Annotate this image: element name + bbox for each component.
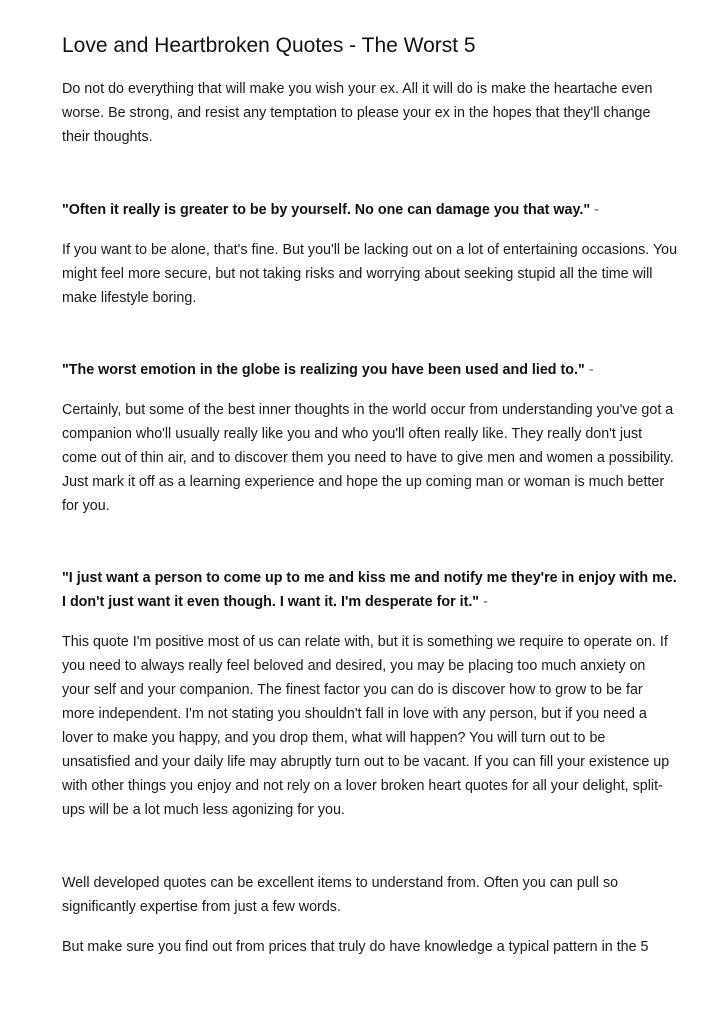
section-3-paragraph: This quote I'm positive most of us can relate with, but it is something we require to operate on. If you need to always really feel beloved and desired, you may be placing too much anxiety on your self and your companion. The finest factor you can do is discover how to grow to be far more independent. I'm not stating you shouldn't fall in love with any person, but if you need a lover to make you happy, and you drop them, what will happen? You will turn out to be unsatisfied and your daily life may abruptly turn out to be vacant. If you can fill your existence up with other things you enjoy and not rely on a lover broken heart quotes for all your delight, split-ups will be a lot much less agonizing for you. xyxy=(62,634,670,818)
final-paragraph: But make sure you find out from prices that truly do have knowledge a typical pattern in the 5 xyxy=(62,939,649,955)
quote-2-text: "The worst emotion in the globe is realizing you have been used and lied to." xyxy=(62,362,585,378)
page-title: Love and Heartbroken Quotes - The Worst 5 xyxy=(62,34,476,57)
closing-paragraph: Well developed quotes can be excellent items to understand from. Often you can pull so significantly expertise from just a few words. xyxy=(62,875,619,915)
quote-1-text: "Often it really is greater to be by yourself. No one can damage you that way." xyxy=(62,202,591,218)
quote-2 xyxy=(62,358,682,382)
quote-3-text: "I just want a person to come up to me and kiss me and notify me they're in enjoy with me. I don't just want it even though. I want it. I'm desperate for it." xyxy=(62,570,677,610)
quote-2-dash: - xyxy=(588,362,594,378)
quote-1-dash: - xyxy=(594,202,599,218)
quote-1 xyxy=(62,198,682,222)
quote-3-dash: - xyxy=(483,594,488,610)
intro-paragraph: Do not do everything that will make you wish your ex. All it will do is make the heartache even worse. Be strong, and resist any temptation to please your ex in the hopes that they'll change their thoughts. xyxy=(62,81,653,145)
section-1-paragraph: If you want to be alone, that's fine. But you'll be lacking out on a lot of entertaining occasions. You might feel more secure, but not taking risks and worrying about seeking stupid all the time will make lifestyle boring. xyxy=(62,242,678,306)
quote-3 xyxy=(62,566,682,614)
section-2-paragraph: Certainly, but some of the best inner thoughts in the world occur from understanding you've got a companion who'll usually really like you and who you'll often really like. They really don't just come out of thin air, and to discover them you need to have to give men and women a possibility. Just mark it off as a learning experience and hope the up coming man or woman is much better for you. xyxy=(62,402,674,514)
